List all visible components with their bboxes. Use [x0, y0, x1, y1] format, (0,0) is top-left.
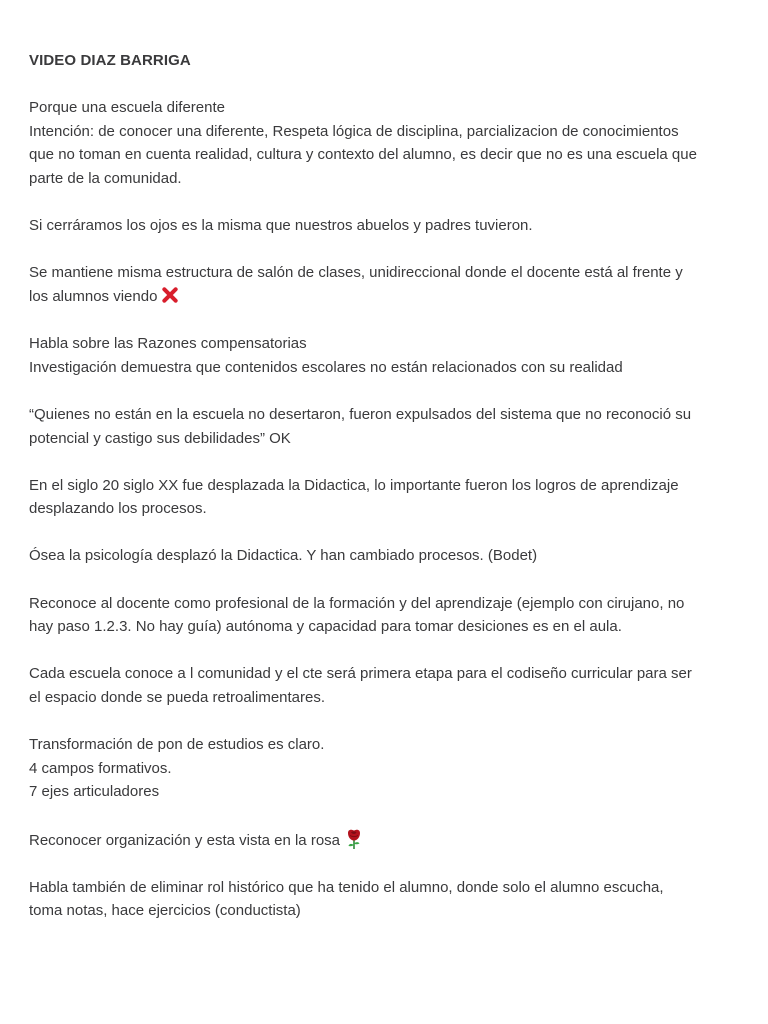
paragraph-spacer — [29, 804, 741, 828]
paragraph-spacer — [29, 852, 741, 876]
paragraph-spacer — [29, 309, 741, 333]
text-line: desplazando los procesos. — [29, 500, 207, 518]
text-line: Se mantiene misma estructura de salón de clases, unidireccional donde el docente está al frente y — [29, 264, 683, 282]
paragraph-spacer — [29, 379, 741, 403]
text-line: 7 ejes articuladores — [29, 783, 160, 801]
paragraph-razones-compensatorias — [29, 332, 741, 379]
text-line: 4 campos formativos. — [29, 759, 172, 777]
text-line: Ósea la psicología desplazó la Didactica. Y han cambiado procesos. (Bodet) — [29, 547, 538, 565]
text-line-with-icon — [29, 285, 741, 309]
paragraph-spacer — [29, 238, 741, 262]
text-line: En el siglo 20 siglo XX fue desplazada la Didactica, lo importante fueron los logros de aprendizaje — [29, 476, 679, 494]
paragraph-spacer — [29, 521, 741, 545]
text-line-with-icon — [29, 828, 741, 853]
paragraph-spacer — [29, 710, 741, 734]
cross-mark-icon — [161, 286, 179, 304]
text-fragment: Reconocer organización y esta vista en la rosa — [29, 831, 341, 849]
text-line: potencial y castigo sus debilidades” OK — [29, 429, 291, 447]
paragraph-spacer — [29, 450, 741, 474]
text-line: toma notas, hace ejercicios (conductista) — [29, 902, 301, 920]
text-line: Transformación de pon de estudios es claro. — [29, 736, 325, 754]
paragraph-estructura-salon — [29, 261, 741, 308]
paragraph-spacer — [29, 191, 741, 215]
paragraph-rosa — [29, 828, 741, 853]
text-fragment: los alumnos viendo — [29, 287, 158, 305]
text-line: Intención: de conocer una diferente, Respeta lógica de disciplina, parcializacion de conocimientos — [29, 122, 679, 140]
text-line: Cada escuela conoce a l comunidad y el cte será primera etapa para el codiseño curricular para ser — [29, 665, 692, 683]
text-line: Habla sobre las Razones compensatorias — [29, 335, 307, 353]
text-line: Porque una escuela diferente — [29, 99, 225, 117]
paragraph-transformacion — [29, 733, 741, 804]
note-title: VIDEO DIAZ BARRIGA — [29, 52, 191, 69]
paragraph-quote — [29, 403, 741, 450]
text-line: que no toman en cuenta realidad, cultura y contexto del alumno, es decir que no es una escuela que — [29, 146, 697, 164]
paragraph-spacer — [29, 568, 741, 592]
text-line: Si cerráramos los ojos es la misma que nuestros abuelos y padres tuvieron. — [29, 217, 533, 235]
text-line: Investigación demuestra que contenidos escolares no están relacionados con su realidad — [29, 358, 623, 376]
text-line: Habla también de eliminar rol histórico que ha tenido el alumno, donde solo el alumno escucha, — [29, 878, 664, 896]
text-line: “Quienes no están en la escuela no desertaron, fueron expulsados del sistema que no reconoció su — [29, 405, 692, 423]
paragraph-spacer — [29, 73, 741, 97]
text-line: hay paso 1.2.3. No hay guía) autónoma y capacidad para tomar desiciones es en el aula. — [29, 618, 622, 636]
paragraph-cerraramos — [29, 214, 741, 238]
paragraph-rol-alumno — [29, 876, 741, 923]
text-line: parte de la comunidad. — [29, 169, 182, 187]
rose-icon — [344, 828, 364, 850]
paragraph-psicologia — [29, 544, 741, 568]
paragraph-docente-profesional — [29, 592, 741, 639]
paragraph-escuela-diferente — [29, 96, 741, 190]
note-body — [29, 49, 741, 923]
text-line: el espacio donde se pueda retroalimentares. — [29, 689, 326, 707]
paragraph-siglo-xx — [29, 474, 741, 521]
paragraph-cada-escuela — [29, 662, 741, 709]
text-line: Reconoce al docente como profesional de la formación y del aprendizaje (ejemplo con cirujano, no — [29, 594, 685, 612]
paragraph-spacer — [29, 639, 741, 663]
note-title-paragraph — [29, 49, 741, 73]
